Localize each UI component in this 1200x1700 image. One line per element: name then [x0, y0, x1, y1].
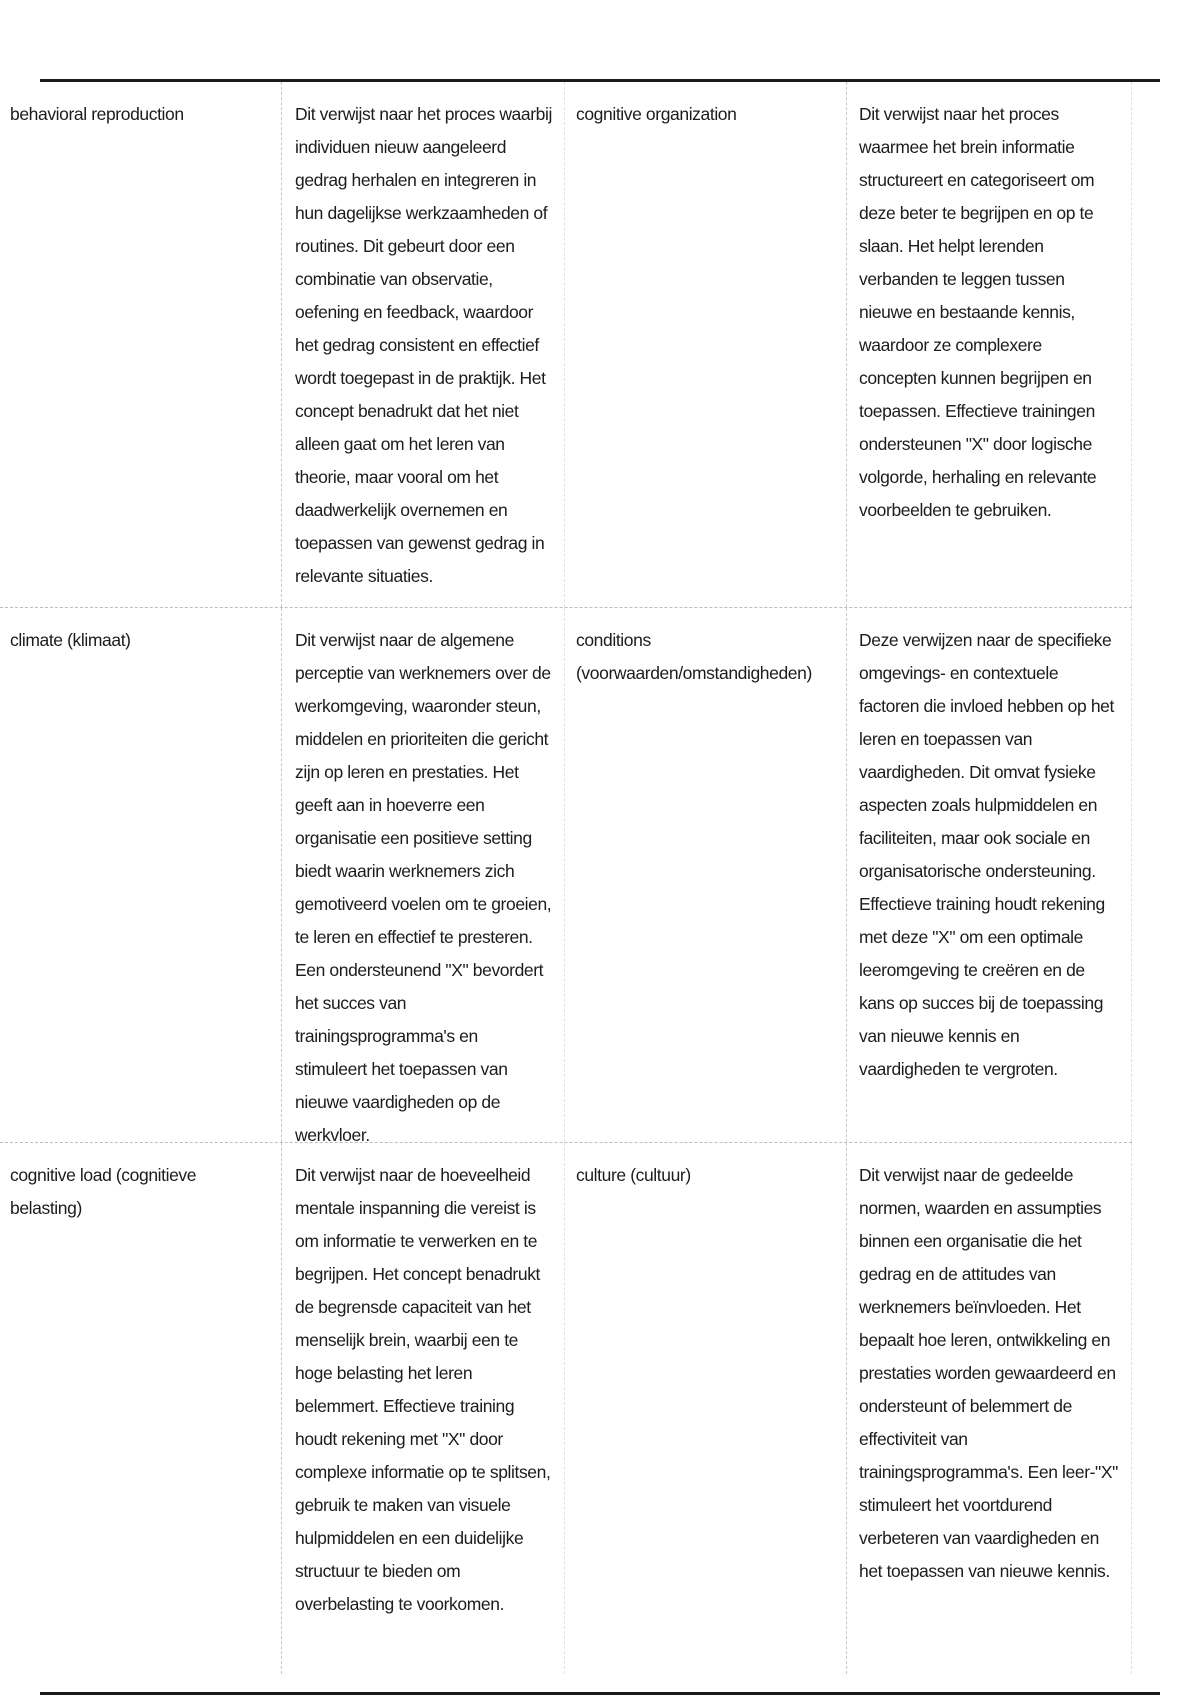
definition-cell: Dit verwijst naar de gedeelde normen, waarden en assumpties binnen een organisatie die het gedrag en de attitudes van werknemers beïnvloeden. Het bepaalt hoe leren, ontwikkeling en prestaties worden gewaardeerd en ondersteunt of belemmert de effectiviteit van trainingsprogramma's. Een leer-"X" stimuleert het voortdurend verbeteren van vaardigheden en het toepassen van nieuwe kennis.: [846, 1143, 1132, 1674]
term-cell: climate (klimaat): [10, 630, 131, 650]
table-row: [0, 607, 1132, 1145]
definition-cell: Dit verwijst naar het proces waarbij individuen nieuw aangeleerd gedrag herhalen en integreren in hun dagelijkse werkzaamheden of routines. Dit gebeurt door een combinatie van observatie, oefening en feedback, waardoor het gedrag consistent en effectief wordt toegepast in de praktijk. Het concept benadrukt dat het niet alleen gaat om het leren van theorie, maar vooral om het daadwerkelijk overnemen en toepassen van gewenst gedrag in relevante situaties.: [281, 82, 564, 607]
term-cell: behavioral reproduction: [10, 104, 184, 124]
definition-cell: Deze verwijzen naar de specifieke omgevings- en contextuele factoren die invloed hebben op het leren en toepassen van vaardigheden. Dit omvat fysieke aspecten zoals hulpmiddelen en faciliteiten, maar ook sociale en organisatorische ondersteuning. Effectieve training houdt rekening met deze "X" om een optimale leeromgeving te creëren en de kans op succes bij de toepassing van nieuwe kennis en vaardigheden te vergroten.: [846, 608, 1132, 1142]
term-cell: cognitive organization: [564, 82, 846, 607]
term-cell: cognitive load (cognitieve belasting): [10, 1165, 197, 1218]
table-row: [0, 1142, 1132, 1674]
term-cell: culture (cultuur): [564, 1143, 846, 1674]
table-row: [0, 82, 1132, 607]
glossary-table: [0, 82, 1132, 1674]
definition-cell: Dit verwijst naar de algemene perceptie van werknemers over de werkomgeving, waaronder steun, middelen en prioriteiten die gericht zijn op leren en prestaties. Het geeft aan in hoeverre een organisatie een positieve setting biedt waarin werknemers zich gemotiveerd voelen om te groeien, te leren en effectief te presteren. Een ondersteunend "X" bevordert het succes van trainingsprogramma's en stimuleert het toepassen van nieuwe vaardigheden op de werkvloer.: [281, 608, 564, 1142]
bottom-rule: [40, 1692, 1160, 1695]
definition-cell: Dit verwijst naar de hoeveelheid mentale inspanning die vereist is om informatie te verwerken en te begrijpen. Het concept benadrukt de begrensde capaciteit van het menselijk brein, waarbij een te hoge belasting het leren belemmert. Effectieve training houdt rekening met "X" door complexe informatie op te splitsen, gebruik te maken van visuele hulpmiddelen en een duidelijke structuur te bieden om overbelasting te voorkomen.: [281, 1143, 564, 1674]
term-cell: conditions (voorwaarden/omstandigheden): [564, 608, 846, 1142]
definition-cell: Dit verwijst naar het proces waarmee het brein informatie structureert en categoriseert om deze beter te begrijpen en op te slaan. Het helpt lerenden verbanden te leggen tussen nieuwe en bestaande kennis, waardoor ze complexere concepten kunnen begrijpen en toepassen. Effectieve trainingen ondersteunen "X" door logische volgorde, herhaling en relevante voorbeelden te gebruiken.: [846, 82, 1132, 607]
